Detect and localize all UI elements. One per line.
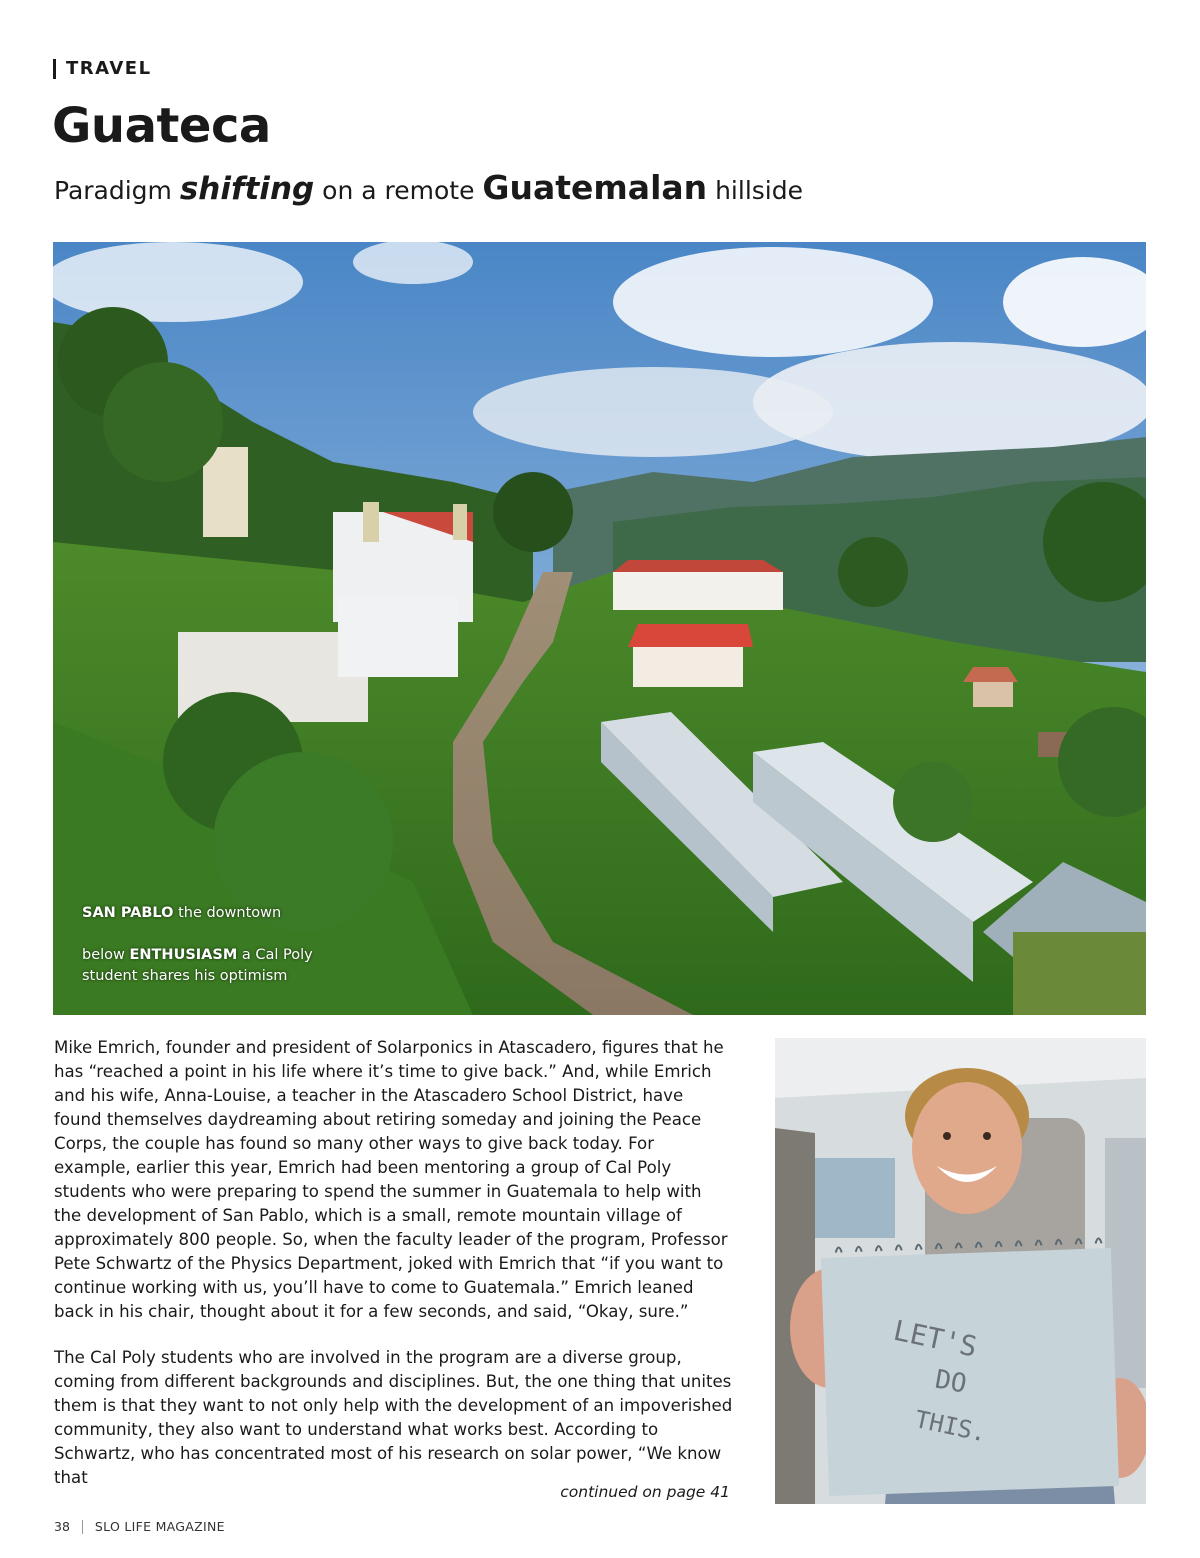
sign-line-1: LET'S (890, 1313, 980, 1364)
hero-photo-illustration (53, 242, 1146, 1015)
subtitle-part2: on a remote (314, 176, 483, 205)
caption-san-pablo (82, 903, 332, 924)
caption-lead: ENTHUSIASM (129, 947, 238, 963)
page-footer (54, 1519, 225, 1534)
student-photo-illustration (775, 1038, 1146, 1504)
student-photo (775, 1038, 1146, 1504)
subtitle-big: Guatemalan (482, 168, 708, 207)
magazine-name: SLO LIFE MAGAZINE (94, 1519, 225, 1534)
caption-text: the downtown (173, 905, 282, 921)
article-subtitle (54, 168, 803, 207)
caption-lead: SAN PABLO (82, 905, 174, 921)
hero-photo-san-pablo (53, 242, 1146, 1015)
paragraph-text: The Cal Poly students who are involved in the program are a diverse group, coming from different backgrounds and disciplines. But, the one thing that unites them is that they want to not only help with the development of an impoverished community, they also want to understand what works best. According to Schwartz, who has concentrated most of his research on solar power, “We know that (54, 1348, 733, 1487)
caption-enthusiasm (82, 945, 332, 987)
continued-note: continued on page 41 (560, 1483, 730, 1501)
sign-line-3: THIS. (912, 1405, 989, 1448)
caption-text: a Cal Poly student shares his optimism (82, 947, 313, 984)
subtitle-part1: Paradigm (54, 176, 180, 205)
article-paragraph-2 (54, 1346, 734, 1490)
section-label: TRAVEL (66, 58, 152, 79)
article-title: Guateca (52, 98, 271, 154)
caption-pre: below (82, 947, 130, 963)
sign-line-2: DO (932, 1364, 969, 1400)
lets-do-this-sign (821, 1238, 1119, 1496)
paragraph-text: Mike Emrich, founder and president of Solarponics in Atascadero, figures that he has “reached a point in his life where it’s time to give back.” And, while Emrich and his wife, Anna-Louise, a teacher in the Atascadero School District, have found themselves daydreaming about retiring someday and joining the Peace Corps, the couple has found so many other ways to give back today. For example, earlier this year, Emrich had been mentoring a group of Cal Poly students who were preparing to spend the summer in Guatemala to help with the development of San Pablo, which is a small, remote mountain village of approximately 800 people. So, when the faculty leader of the program, Professor Pete Schwartz of the Physics Department, joked with Emrich that “if you want to continue working with us, you’ll have to come to Guatemala.” Emrich leaned back in his chair, thought about it for a few seconds, and said, “Okay, sure.” (54, 1038, 728, 1321)
subtitle-part3: hillside (707, 176, 803, 205)
section-tag (53, 58, 152, 79)
page-number: 38 (54, 1519, 70, 1534)
subtitle-emphasis: shifting (179, 171, 315, 207)
footer-divider (82, 1520, 83, 1534)
article-paragraph-1 (54, 1036, 734, 1324)
section-bar (53, 59, 56, 79)
